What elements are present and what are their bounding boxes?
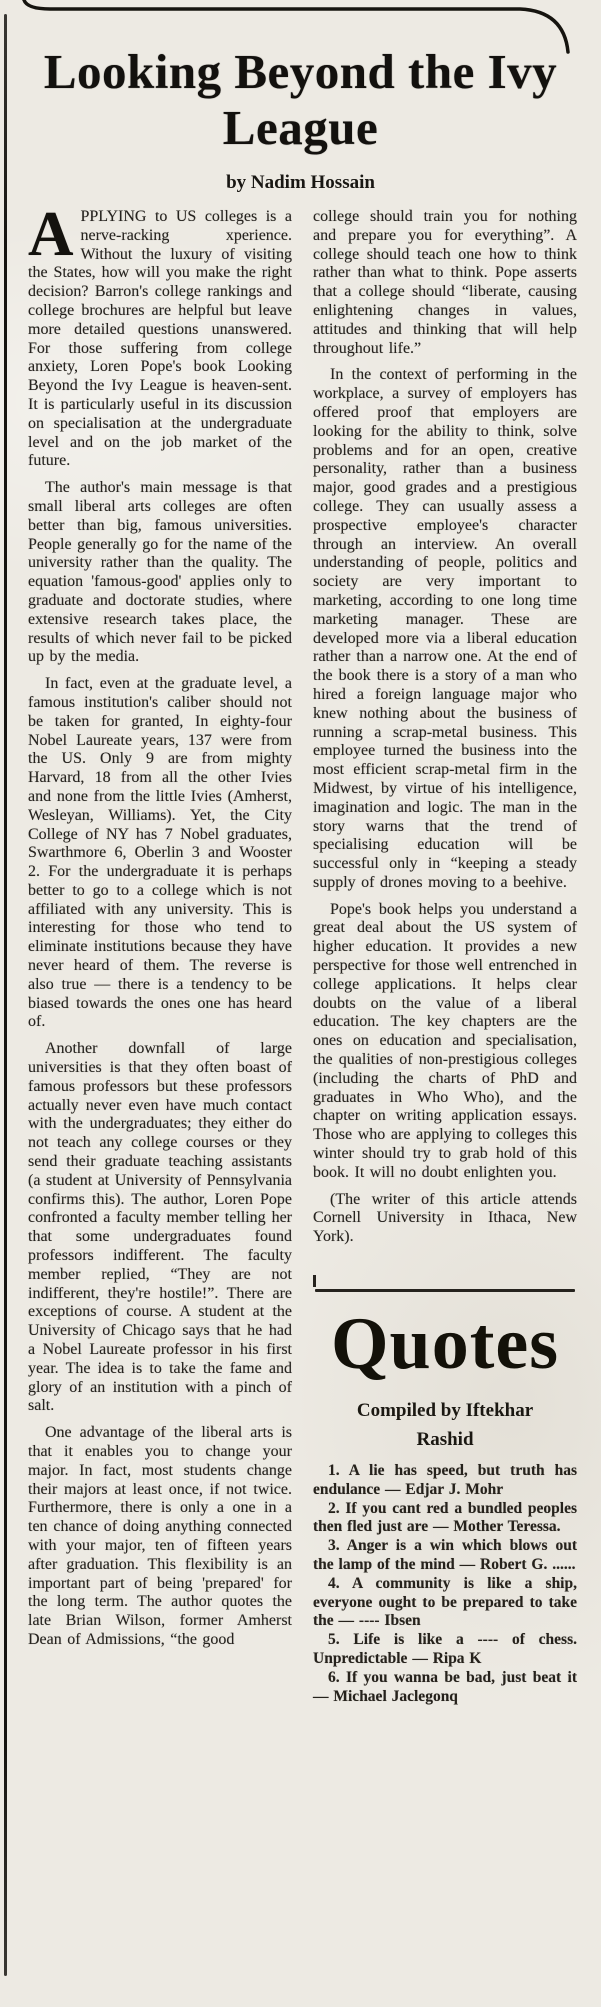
- left-column: [28, 199, 292, 1706]
- quote-item: 6. If you wanna be bad, just beat it — Michael Jaclegonq: [313, 1668, 577, 1705]
- paragraph: The author's main message is that small liberal arts colleges are often better than big, famous universities. People generally go for the name of the university rather than the quality. The equation 'famous-good' applies only to graduate and doctorate studies, where extensive research takes place, the results of which never fail to be picked up by the media.: [28, 479, 292, 666]
- paragraph: Another downfall of large universities is that they often boast of famous professors but these professors actually never even have much contact with the undergraduates; they either do not teach any college courses or they send their graduate teaching assistants (a student at University of Pennsylvania confirms this). The author, Loren Pope confronted a faculty member telling her that some undergraduates found professors indifferent. The faculty member replied, “They are not indifferent, they're hostile!”. There are exceptions of course. A student at the University of Chicago says that he had a Nobel Laureate professor in his first year. The idea is to take the fame and glory of an institution with a pinch of salt.: [28, 1040, 292, 1415]
- drop-cap: A: [28, 199, 74, 269]
- paragraph-text: PPLYING to US colleges is a nerve-racking xperience. Without the luxury of visiting the States, how will you make the right decision? Barron's college rankings and college brochures are helpful but leave more detailed questions unanswered. For those suffering from college anxiety, Loren Pope's book Looking Beyond the Ivy League is heaven-sent. It is particularly useful in its discussion on specialisation at the undergraduate level and on the job market of the future.: [28, 208, 292, 470]
- left-paragraphs: [28, 479, 292, 1650]
- quote-item: 1. A lie has speed, but truth has endulance — Edjar J. Mohr: [313, 1462, 577, 1498]
- right-paragraphs: [313, 208, 577, 1247]
- article-title: Looking Beyond the Ivy League: [43, 44, 558, 155]
- paragraph: (The writer of this article attends Cornell University in Ithaca, New York).: [313, 1190, 577, 1246]
- paragraph: Pope's book helps you understand a great deal about the US system of higher education. It provides a new perspective for those well entrenched in college applications. It helps clear doubts on the value of a liberal education. The key chapters are the ones on education and specialisation, the qualities of non-prestigious colleges (including the charts of PhD and graduates in Who Who), and the chapter on writing application essays. Those who are applying to colleges this winter should try to grab hold of this book. It will no doubt enlighten you.: [313, 900, 577, 1181]
- article-byline: by Nadim Hossain: [226, 172, 375, 193]
- paragraph: One advantage of the liberal arts is that it enables you to change your major. In fact, most students change their majors at least once, if not twice. Furthermore, there is only a one in a ten chance of doing anything connected with your major, ten of fifteen years after graduation. This flexibility is an important part of being 'prepared' for the long term. The author quotes the late Brian Wilson, former Amherst Dean of Admissions, “the good: [28, 1424, 292, 1648]
- paragraph: In fact, even at the graduate level, a famous institution's caliber should not be taken for granted, In eighty-four Nobel Laureate years, 137 were from the US. Only 9 are from mighty Harvard, 18 from all the other Ivies and none from the little Ivies (Amherst, Wesleyan, Williams). Yet, the City College of NY has 7 Nobel graduates, Swarthmore 6, Oberlin 3 and Wooster 2. For the undergraduate it is perhaps better to go to a college which is not affiliated with any university. This is interesting for those who tend to eliminate institutions because they have never heard of them. The reverse is also true — there is a tendency to be biased towards the ones one has heard of.: [28, 675, 292, 1031]
- column-rule: [4, 14, 7, 1976]
- quote-item: 5. Life is like a ---- of chess. Unpredictable — Ripa K: [313, 1631, 577, 1667]
- quote-item: 2. If you cant red a bundled peoples then fled just are — Mother Teressa.: [313, 1499, 577, 1536]
- right-column: [313, 208, 577, 1706]
- section-divider: [315, 1289, 575, 1292]
- quotes-title: Quotes: [331, 1303, 559, 1386]
- paragraph: [28, 199, 292, 471]
- paragraph: college should train you for nothing and prepare you for everything”. A college should teach one how to think rather than what to think. Pope asserts that a college should “liberate, causing enlightening changes in values, attitudes and thinking that will help throughout life.”: [313, 208, 577, 357]
- quote-item: 4. A community is like a ship, everyone ought to be prepared to take the — ---- Ibsen: [313, 1574, 577, 1630]
- quotes-list: [313, 1462, 577, 1706]
- quote-item: 3. Anger is a win which blows out the lamp of the mind — Robert G. ......: [313, 1537, 577, 1574]
- paragraph: In the context of performing in the workplace, a survey of employers has offered proof that employers are looking for the ability to think, solve problems and for an open, creative personality, rather than a business major, good grades and a prestigious college. They can usually assess a prospective employee's character through an interview. An overall understanding of people, politics and society are very important to marketing, according to one long time marketing manager. These are developed more via a liberal education rather than a narrow one. At the end of the book there is a story of a man who hired a foreign language major who knew nothing about the business of running a scrap-metal business. This employee turned the business into the most efficient scrap-metal firm in the Midwest, by virtue of his intelligence, imagination and logic. The man in the story warns that the trend of specialising education will be successful only in “keeping a steady supply of drones moving to a beehive.: [313, 366, 577, 891]
- quotes-compiled-by: Compiled by Iftekhar Rashid: [356, 1400, 534, 1451]
- article-body: [0, 194, 601, 1706]
